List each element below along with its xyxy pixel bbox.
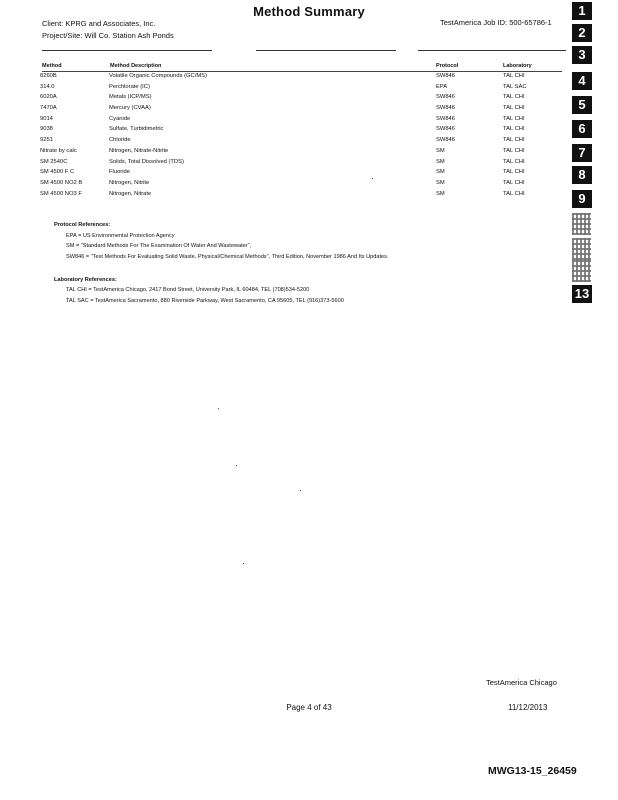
lab-cell: TAL CHI (503, 94, 525, 101)
table-row (40, 137, 563, 148)
description-cell: Volatile Organic Compounds (GC/MS) (109, 73, 207, 79)
protocol-cell: SW846 (436, 73, 456, 79)
section-tab[interactable]: 3 (572, 46, 592, 64)
laboratory-references-heading: Laboratory References: (54, 277, 117, 283)
section-tab[interactable]: 5 (572, 96, 592, 114)
description-cell: Nitrogen, Nitrite (109, 179, 150, 186)
protocol-cell: EPA (436, 83, 448, 90)
column-header-laboratory: Laboratory (503, 63, 532, 69)
description-cell: Chloride (109, 137, 131, 144)
method-cell: 7470A (40, 105, 57, 112)
lab-cell: TAL CHI (503, 179, 525, 186)
method-cell: 9038 (40, 126, 53, 133)
column-header-rule (42, 71, 562, 72)
description-cell: Metals (ICP/MS) (109, 94, 152, 101)
lab-cell: TAL CHI (503, 137, 525, 144)
header-divider-right (418, 50, 566, 51)
methods-table (40, 73, 563, 201)
scan-speck (300, 490, 301, 491)
header-divider-mid (256, 50, 396, 51)
description-cell: Nitrogen, Nitrate (109, 190, 152, 197)
protocol-cell: SM (436, 179, 445, 186)
column-header-description: Method Description (110, 63, 162, 69)
section-tab[interactable]: 13 (572, 285, 592, 303)
section-tab[interactable]: 6 (572, 120, 592, 138)
table-row (40, 116, 563, 127)
table-row (40, 169, 563, 180)
method-cell: SM 4500 F C (40, 169, 75, 176)
table-row (40, 73, 563, 84)
section-tab[interactable]: 2 (572, 24, 592, 42)
section-tab[interactable]: 4 (572, 72, 592, 90)
protocol-cell: SM (436, 169, 445, 176)
section-tab[interactable]: 7 (572, 144, 592, 162)
client-name: Client: KPRG and Associates, Inc. (42, 19, 156, 28)
page-title: Method Summary (253, 4, 365, 19)
protocol-reference-item: SM = "Standard Methods For The Examination Of Water And Wastewater", (66, 243, 252, 249)
description-cell: Perchlorate (IC) (109, 83, 150, 90)
page-number: Page 4 of 43 (286, 703, 332, 712)
lab-cell: TAL CHI (503, 190, 525, 197)
description-cell: Solids, Total Dissolved (TDS) (109, 158, 184, 165)
protocol-cell: SW846 (436, 94, 456, 101)
method-cell: 9251 (40, 137, 53, 144)
table-row (40, 191, 563, 202)
scan-speck (218, 408, 219, 409)
table-row (40, 180, 563, 191)
method-cell: 8260B (40, 73, 57, 79)
scan-barcode-icon (572, 238, 591, 260)
protocol-cell: SM (436, 190, 445, 197)
protocol-cell: SW846 (436, 137, 456, 144)
method-cell: 314.0 (40, 83, 55, 90)
description-cell: Nitrogen, Nitrate-Nitrite (109, 147, 169, 154)
scan-speck (236, 465, 237, 466)
method-cell: SM 2540C (40, 158, 68, 165)
description-cell: Sulfate, Turbidimetric (109, 126, 164, 133)
project-site: Project/Site: Will Co. Station Ash Ponds (42, 31, 174, 40)
scan-speck (243, 563, 244, 564)
table-row (40, 84, 563, 95)
protocol-cell: SW846 (436, 126, 456, 133)
lab-cell: TAL CHI (503, 105, 525, 112)
footer-lab-name: TestAmerica Chicago (486, 678, 557, 687)
method-cell: SM 4500 NO3 F (40, 190, 82, 197)
scan-speck (372, 178, 373, 179)
description-cell: Fluoride (109, 169, 130, 176)
column-header-method: Method (42, 63, 62, 69)
header-divider-left (42, 50, 212, 51)
job-id: TestAmerica Job ID: 500-65786-1 (440, 18, 552, 27)
lab-cell: TAL CHI (503, 147, 525, 154)
lab-cell: TAL CHI (503, 169, 525, 176)
lab-cell: TAL CHI (503, 126, 525, 133)
table-row (40, 126, 563, 137)
section-tab[interactable]: 9 (572, 190, 592, 208)
method-cell: SM 4500 NO2 B (40, 179, 83, 186)
footer-date: 11/12/2013 (508, 703, 548, 712)
lab-cell: TAL SAC (503, 83, 527, 90)
laboratory-reference-item: TAL SAC = TestAmerica Sacramento, 880 Riverside Parkway, West Sacramento, CA 95605, TEL (916)373-5600 (66, 298, 344, 304)
method-cell: Nitrate by calc (40, 147, 77, 154)
column-header-protocol: Protocol (436, 63, 459, 69)
protocol-cell: SM (436, 158, 445, 165)
table-row (40, 148, 563, 159)
lab-cell: TAL CHI (503, 73, 525, 79)
lab-cell: TAL CHI (503, 115, 525, 122)
scan-barcode-icon (572, 260, 591, 282)
laboratory-reference-item: TAL CHI = TestAmerica Chicago, 2417 Bond Street, University Park, IL 60484, TEL (708)534-5200 (66, 287, 310, 293)
lab-cell: TAL CHI (503, 158, 525, 165)
section-tab[interactable]: 8 (572, 166, 592, 184)
description-cell: Cyanide (109, 115, 131, 122)
protocol-cell: SW846 (436, 105, 456, 112)
method-cell: 9014 (40, 115, 53, 122)
document-id: MWG13-15_26459 (488, 765, 577, 777)
method-cell: 6020A (40, 94, 57, 101)
protocol-references-heading: Protocol References: (54, 222, 111, 228)
description-cell: Mercury (CVAA) (109, 105, 151, 112)
protocol-cell: SM (436, 147, 445, 154)
table-row (40, 159, 563, 170)
protocol-reference-item: EPA = US Environmental Protection Agency (66, 233, 175, 239)
table-row (40, 94, 563, 105)
protocol-reference-item: SW846 = "Test Methods For Evaluating Solid Waste, Physical/Chemical Methods", Third Edition, November 1986 And Its Updates. (66, 254, 389, 260)
protocol-cell: SW846 (436, 115, 456, 122)
table-row (40, 105, 563, 116)
section-tab[interactable]: 1 (572, 2, 592, 20)
